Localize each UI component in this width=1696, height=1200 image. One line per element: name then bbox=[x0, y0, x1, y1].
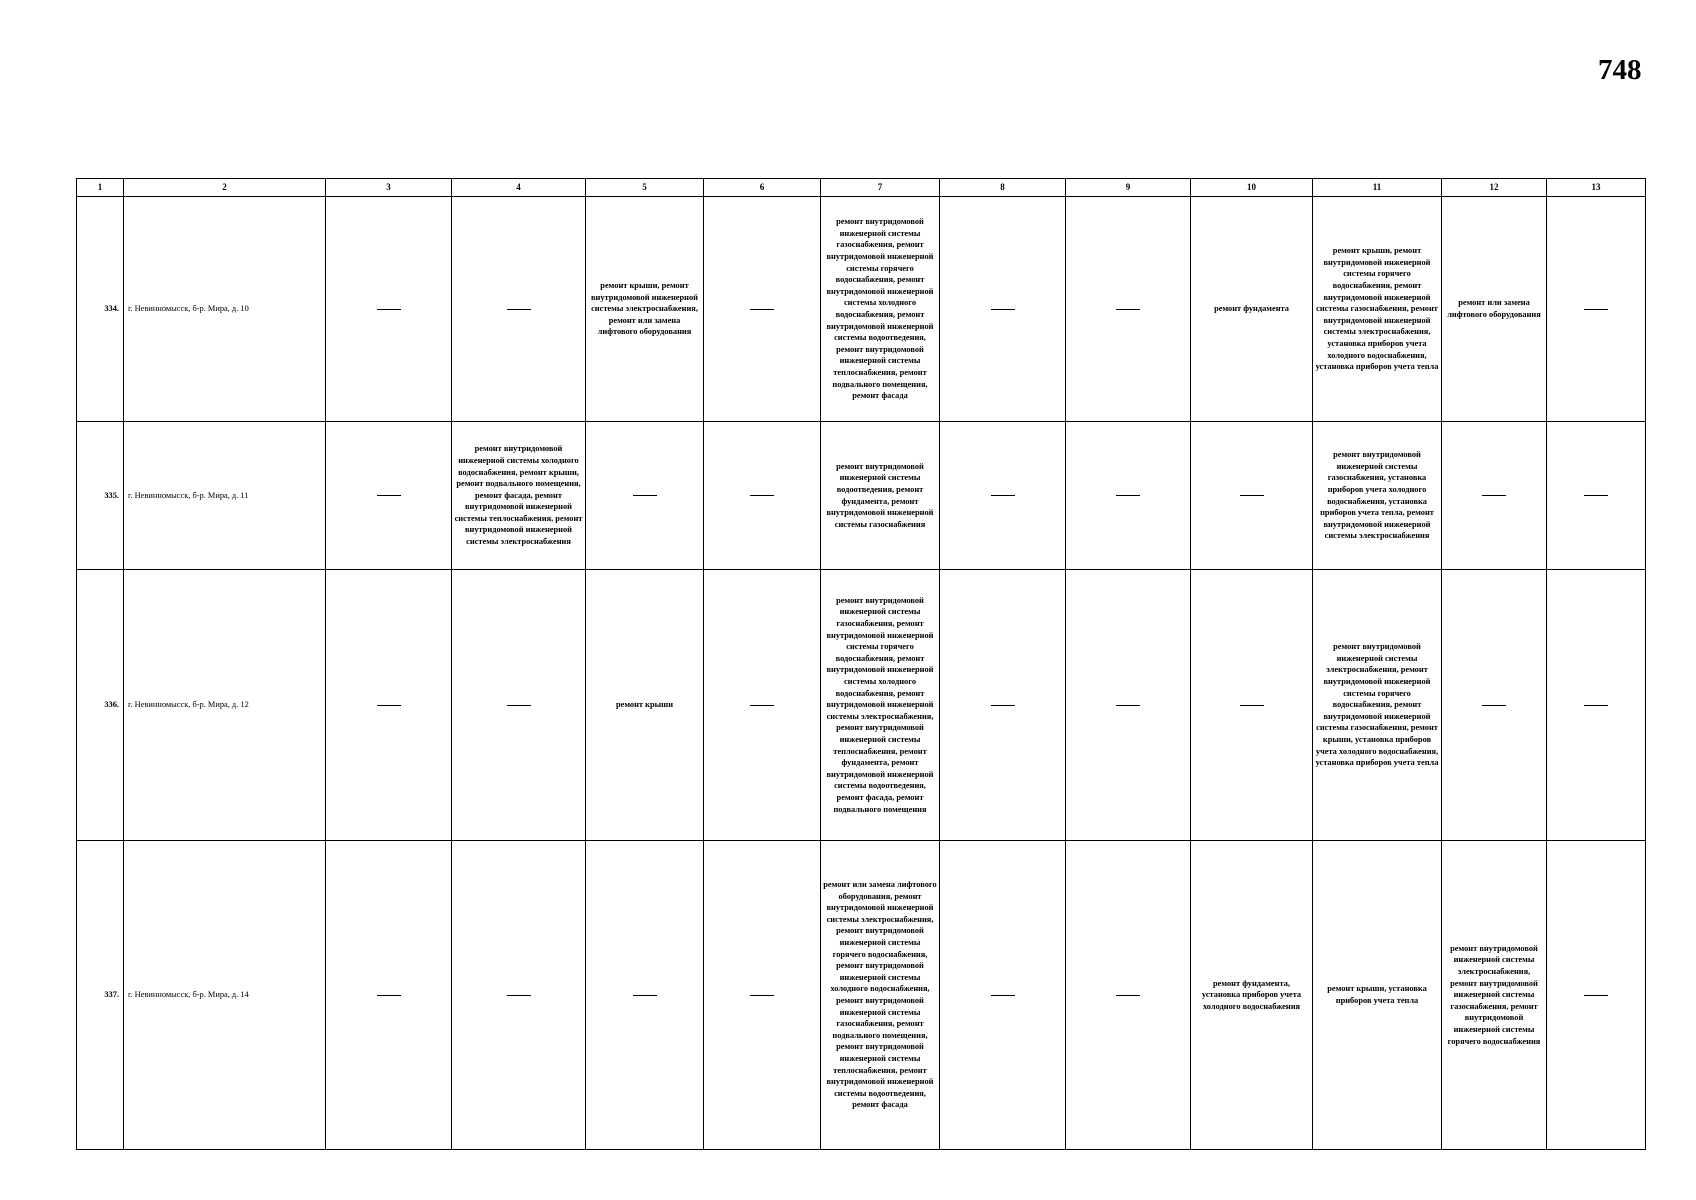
column-number: 8 bbox=[940, 179, 1066, 197]
dash-mark bbox=[633, 995, 657, 996]
work-list-cell: ремонт внутридомовой инженерной системы газоснабжения, ремонт внутридомовой инженерной системы горячего водоснабжения, ремонт внутридомовой инженерной системы холодного водоснабжения, ремонт внутридомовой инженерной системы электроснабжения, ремонт внутридомовой инженерной системы теплоснабжения, ремонт фундамента, ремонт внутридомовой инженерной системы водоотведения, ремонт фасада, ремонт подвального помещения bbox=[821, 570, 940, 841]
empty-cell bbox=[1066, 570, 1191, 841]
table-body bbox=[77, 179, 1646, 1150]
empty-cell bbox=[1442, 570, 1547, 841]
empty-cell bbox=[704, 841, 821, 1150]
dash-mark bbox=[1116, 705, 1140, 706]
column-number: 3 bbox=[326, 179, 452, 197]
empty-cell bbox=[452, 570, 586, 841]
table-row bbox=[77, 570, 1646, 841]
empty-cell bbox=[704, 197, 821, 422]
work-list-cell: ремонт внутридомовой инженерной системы газоснабжения, ремонт внутридомовой инженерной системы горячего водоснабжения, ремонт внутридомовой инженерной системы холодного водоснабжения, ремонт внутридомовой инженерной системы водоотведения, ремонт внутридомовой инженерной системы теплоснабжения, ремонт подвального помещения, ремонт фасада bbox=[821, 197, 940, 422]
dash-mark bbox=[750, 705, 774, 706]
dash-mark bbox=[750, 495, 774, 496]
empty-cell bbox=[326, 841, 452, 1150]
column-number: 12 bbox=[1442, 179, 1547, 197]
empty-cell bbox=[1066, 422, 1191, 570]
work-list-cell: ремонт фундамента, установка приборов учета холодного водоснабжения bbox=[1191, 841, 1313, 1150]
work-list-cell: ремонт фундамента bbox=[1191, 197, 1313, 422]
empty-cell bbox=[1547, 570, 1646, 841]
dash-mark bbox=[1482, 705, 1506, 706]
empty-cell bbox=[586, 422, 704, 570]
dash-mark bbox=[991, 995, 1015, 996]
dash-mark bbox=[1240, 705, 1264, 706]
dash-mark bbox=[377, 705, 401, 706]
column-number: 7 bbox=[821, 179, 940, 197]
address-cell: г. Невинномысск, б-р. Мира, д. 10 bbox=[124, 197, 326, 422]
page-number: 748 bbox=[1598, 54, 1642, 86]
dash-mark bbox=[1116, 995, 1140, 996]
row-number: 336. bbox=[77, 570, 124, 841]
empty-cell bbox=[1547, 422, 1646, 570]
dash-mark bbox=[1116, 309, 1140, 310]
work-list-cell: ремонт или замена лифтового оборудования bbox=[1442, 197, 1547, 422]
column-number: 1 bbox=[77, 179, 124, 197]
dash-mark bbox=[1584, 705, 1608, 706]
column-number: 6 bbox=[704, 179, 821, 197]
dash-mark bbox=[750, 995, 774, 996]
dash-mark bbox=[1584, 495, 1608, 496]
work-list-cell: ремонт крыши, установка приборов учета тепла bbox=[1313, 841, 1442, 1150]
column-number: 13 bbox=[1547, 179, 1646, 197]
column-number-row bbox=[77, 179, 1646, 197]
empty-cell bbox=[1442, 422, 1547, 570]
column-number: 5 bbox=[586, 179, 704, 197]
dash-mark bbox=[1584, 995, 1608, 996]
address-cell: г. Невинномысск, б-р. Мира, д. 11 bbox=[124, 422, 326, 570]
dash-mark bbox=[1482, 495, 1506, 496]
empty-cell bbox=[586, 841, 704, 1150]
empty-cell bbox=[1191, 570, 1313, 841]
dash-mark bbox=[377, 495, 401, 496]
dash-mark bbox=[377, 309, 401, 310]
empty-cell bbox=[1547, 197, 1646, 422]
empty-cell bbox=[452, 841, 586, 1150]
dash-mark bbox=[750, 309, 774, 310]
table-row bbox=[77, 422, 1646, 570]
table-row bbox=[77, 841, 1646, 1150]
dash-mark bbox=[377, 995, 401, 996]
work-list-cell: ремонт крыши bbox=[586, 570, 704, 841]
dash-mark bbox=[507, 705, 531, 706]
column-number: 10 bbox=[1191, 179, 1313, 197]
empty-cell bbox=[1066, 841, 1191, 1150]
column-number: 11 bbox=[1313, 179, 1442, 197]
dash-mark bbox=[1584, 309, 1608, 310]
empty-cell bbox=[1547, 841, 1646, 1150]
address-cell: г. Невинномысск, б-р. Мира, д. 14 bbox=[124, 841, 326, 1150]
dash-mark bbox=[507, 995, 531, 996]
empty-cell bbox=[452, 197, 586, 422]
row-number: 337. bbox=[77, 841, 124, 1150]
column-number: 4 bbox=[452, 179, 586, 197]
work-list-cell: ремонт внутридомовой инженерной системы газоснабжения, установка приборов учета холодного водоснабжения, установка приборов учета тепла, ремонт внутридомовой инженерной системы электроснабжения bbox=[1313, 422, 1442, 570]
work-list-cell: ремонт внутридомовой инженерной системы электроснабжения, ремонт внутридомовой инженерной системы горячего водоснабжения, ремонт внутридомовой инженерной системы газоснабжения, ремонт крыши, установка приборов учета холодного водоснабжения, установка приборов учета тепла bbox=[1313, 570, 1442, 841]
dash-mark bbox=[991, 309, 1015, 310]
empty-cell bbox=[940, 841, 1066, 1150]
work-list-cell: ремонт крыши, ремонт внутридомовой инженерной системы электроснабжения, ремонт или замена лифтового оборудования bbox=[586, 197, 704, 422]
empty-cell bbox=[940, 570, 1066, 841]
empty-cell bbox=[940, 422, 1066, 570]
dash-mark bbox=[507, 309, 531, 310]
work-list-cell: ремонт внутридомовой инженерной системы электроснабжения, ремонт внутридомовой инженерной системы газоснабжения, ремонт внутридомовой инженерной системы горячего водоснабжения bbox=[1442, 841, 1547, 1150]
empty-cell bbox=[1191, 422, 1313, 570]
dash-mark bbox=[1116, 495, 1140, 496]
empty-cell bbox=[1066, 197, 1191, 422]
empty-cell bbox=[704, 570, 821, 841]
dash-mark bbox=[633, 495, 657, 496]
empty-cell bbox=[940, 197, 1066, 422]
dash-mark bbox=[1240, 495, 1264, 496]
work-list-cell: ремонт или замена лифтового оборудования, ремонт внутридомовой инженерной системы электроснабжения, ремонт внутридомовой инженерной системы горячего водоснабжения, ремонт внутридомовой инженерной системы холодного водоснабжения, ремонт внутридомовой инженерной системы газоснабжения, ремонт подвального помещения, ремонт внутридомовой инженерной системы теплоснабжения, ремонт внутридомовой инженерной системы водоотведения, ремонт фасада bbox=[821, 841, 940, 1150]
repair-program-table bbox=[76, 178, 1646, 1150]
work-list-cell: ремонт крыши, ремонт внутридомовой инженерной системы горячего водоснабжения, ремонт внутридомовой инженерной системы газоснабжения, ремонт внутридомовой инженерной системы электроснабжения, установка приборов учета холодного водоснабжения, установка приборов учета тепла bbox=[1313, 197, 1442, 422]
column-number: 9 bbox=[1066, 179, 1191, 197]
work-list-cell: ремонт внутридомовой инженерной системы холодного водоснабжения, ремонт крыши, ремонт подвального помещения, ремонт фасада, ремонт внутридомовой инженерной системы теплоснабжения, ремонт внутридомовой инженерной системы электроснабжения bbox=[452, 422, 586, 570]
empty-cell bbox=[326, 197, 452, 422]
row-number: 334. bbox=[77, 197, 124, 422]
empty-cell bbox=[326, 422, 452, 570]
work-list-cell: ремонт внутридомовой инженерной системы водоотведения, ремонт фундамента, ремонт внутридомовой инженерной системы газоснабжения bbox=[821, 422, 940, 570]
column-number: 2 bbox=[124, 179, 326, 197]
table-row bbox=[77, 197, 1646, 422]
address-cell: г. Невинномысск, б-р. Мира, д. 12 bbox=[124, 570, 326, 841]
dash-mark bbox=[991, 495, 1015, 496]
row-number: 335. bbox=[77, 422, 124, 570]
dash-mark bbox=[991, 705, 1015, 706]
empty-cell bbox=[326, 570, 452, 841]
empty-cell bbox=[704, 422, 821, 570]
